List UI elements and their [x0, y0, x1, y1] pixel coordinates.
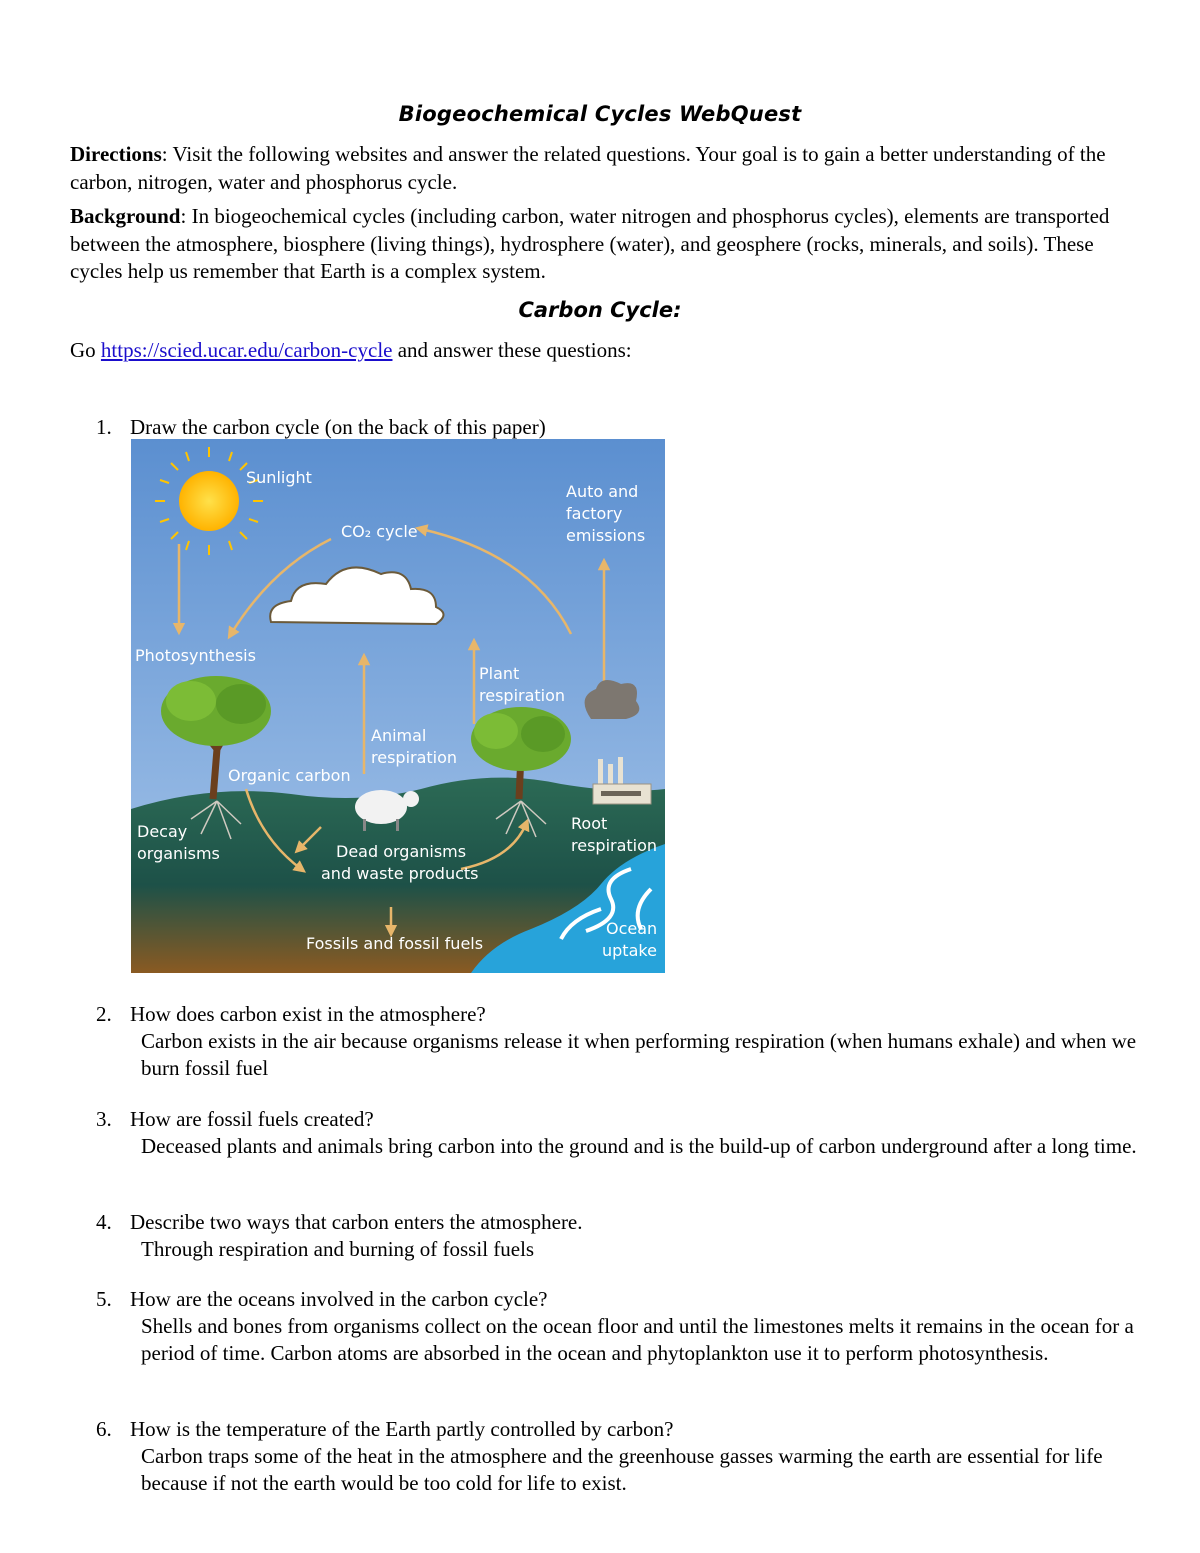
- answer-text: Carbon exists in the air because organisms release it when performing respiration (when humans exhale) and when we burn fossil fuel: [141, 1029, 1137, 1080]
- question-number: 2.: [96, 1002, 112, 1026]
- answer-text: Shells and bones from organisms collect on the ocean floor and until the limestones melts it remains in the ocean for a period of time. Carbon atoms are absorbed in the ocean and phytoplankton use it to perform photosynthesis.: [141, 1314, 1134, 1365]
- directions-paragraph: [70, 141, 1130, 196]
- question-number: 4.: [96, 1210, 112, 1234]
- question-text: Describe two ways that carbon enters the atmosphere.: [130, 1210, 583, 1234]
- label-root-line1: Root: [571, 814, 608, 833]
- question-number: 6.: [96, 1417, 112, 1441]
- label-dead-line1: Dead organisms: [336, 842, 467, 861]
- go-suffix: and answer these questions:: [392, 338, 632, 362]
- label-auto-line1: Auto and: [566, 482, 639, 501]
- label-sunlight: Sunlight: [246, 468, 312, 487]
- answer-text: Through respiration and burning of fossil fuels: [141, 1237, 535, 1261]
- label-dead-line2: and waste products: [321, 864, 479, 883]
- directions-text: : Visit the following websites and answer the related questions. Your goal is to gain a better understanding of the carbon, nitrogen, water and phosphorus cycle.: [70, 142, 1106, 194]
- question-text: How are the oceans involved in the carbon cycle?: [130, 1287, 548, 1311]
- background-label: Background: [70, 204, 181, 228]
- go-prefix: Go: [70, 338, 101, 362]
- label-decay-line1: Decay: [137, 822, 188, 841]
- answer-text: Carbon traps some of the heat in the atmosphere and the greenhouse gasses warming the earth are essential for life because if not the earth would be too cold for life to exist.: [141, 1444, 1103, 1495]
- background-paragraph: [70, 203, 1130, 286]
- page-title: Biogeochemical Cycles WebQuest: [398, 102, 802, 126]
- label-co2-cycle: CO₂ cycle: [341, 522, 418, 541]
- background-text: : In biogeochemical cycles (including carbon, water nitrogen and phosphorus cycles), elements are transported between the atmosphere, biosphere (living things), hydrosphere (water), and geosphere (rocks, minerals, and soils). These cycles help us remember that Earth is a complex system.: [70, 204, 1110, 283]
- question-text: How is the temperature of the Earth partly controlled by carbon?: [130, 1417, 674, 1441]
- label-decay-line2: organisms: [137, 844, 220, 863]
- label-plant-resp-line2: respiration: [479, 686, 566, 705]
- question-text: How are fossil fuels created?: [130, 1107, 374, 1131]
- carbon-cycle-diagram: [131, 439, 665, 973]
- question-number: 5.: [96, 1287, 112, 1311]
- label-animal-resp-line2: respiration: [371, 748, 458, 767]
- question-text: How does carbon exist in the atmosphere?: [130, 1002, 486, 1026]
- answer-text: Deceased plants and animals bring carbon into the ground and is the build-up of carbon underground after a long time.: [141, 1134, 1137, 1158]
- label-ocean-line2: uptake: [602, 941, 657, 960]
- label-root-line2: respiration: [571, 836, 658, 855]
- carbon-cycle-link[interactable]: https://scied.ucar.edu/carbon-cycle: [100, 338, 393, 362]
- label-ocean-line1: Ocean: [606, 919, 658, 938]
- label-plant-resp-line1: Plant: [479, 664, 520, 683]
- question-number: 1.: [96, 415, 112, 439]
- go-line: [70, 337, 1130, 365]
- question-number: 3.: [96, 1107, 112, 1131]
- section-title-carbon-cycle: Carbon Cycle:: [518, 298, 682, 322]
- label-auto-line3: emissions: [566, 526, 646, 545]
- label-animal-resp-line1: Animal: [371, 726, 427, 745]
- directions-label: Directions: [70, 142, 162, 166]
- question-text: Draw the carbon cycle (on the back of this paper): [130, 415, 546, 439]
- label-auto-line2: factory: [566, 504, 623, 523]
- label-organic-carbon: Organic carbon: [228, 766, 351, 785]
- label-photosynthesis: Photosynthesis: [135, 646, 256, 665]
- label-fossils: Fossils and fossil fuels: [306, 934, 484, 953]
